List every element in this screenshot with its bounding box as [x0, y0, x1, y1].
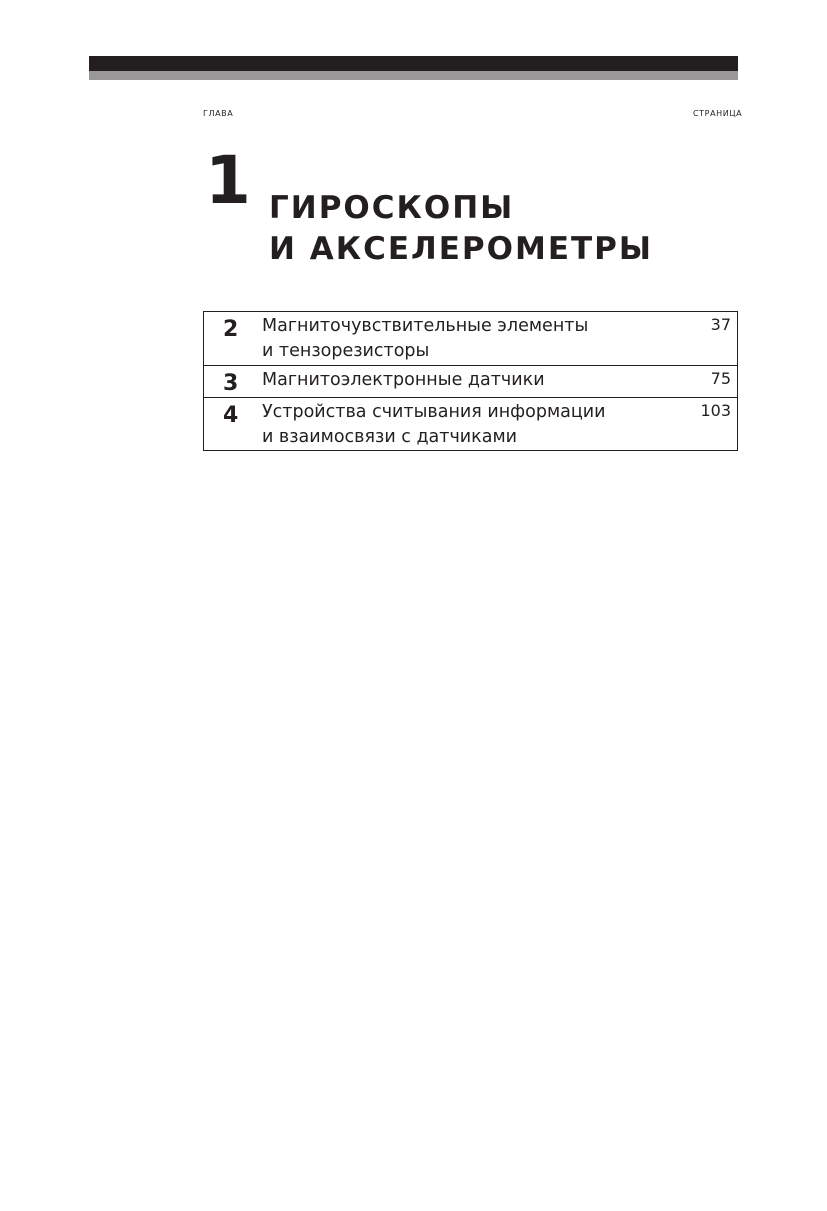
toc-row[interactable] — [204, 366, 737, 398]
chapter-title-line-1: ГИРОСКОПЫ — [269, 190, 515, 226]
table-of-contents — [203, 311, 738, 451]
chapter-title — [269, 188, 653, 270]
chapter-column-label: ГЛАВА — [203, 109, 234, 118]
toc-title-line: и взаимосвязи с датчиками — [262, 427, 518, 447]
toc-chapter-number: 4 — [223, 403, 239, 428]
header-bar-gray — [89, 71, 738, 80]
toc-title-line: Магниточувствительные элементы — [262, 316, 589, 336]
toc-title-line: Магнитоэлектронные датчики — [262, 370, 545, 390]
toc-title-line: и тензорезисторы — [262, 341, 430, 361]
toc-chapter-title — [262, 400, 662, 450]
toc-chapter-title — [262, 368, 662, 393]
toc-page-number: 37 — [710, 315, 731, 334]
toc-page-number: 75 — [710, 369, 731, 388]
toc-chapter-number: 3 — [223, 371, 239, 396]
header-bar-dark — [89, 56, 738, 71]
toc-page-number: 103 — [700, 401, 731, 420]
toc-row[interactable] — [204, 398, 737, 451]
toc-chapter-number: 2 — [223, 317, 239, 342]
page-column-label: СТРАНИЦА — [693, 109, 743, 118]
chapter-title-line-2: И АКСЕЛЕРОМЕТРЫ — [269, 231, 654, 267]
toc-row[interactable] — [204, 312, 737, 366]
toc-title-line: Устройства считывания информации — [262, 402, 606, 422]
toc-chapter-title — [262, 314, 662, 364]
chapter-number: 1 — [205, 142, 251, 219]
